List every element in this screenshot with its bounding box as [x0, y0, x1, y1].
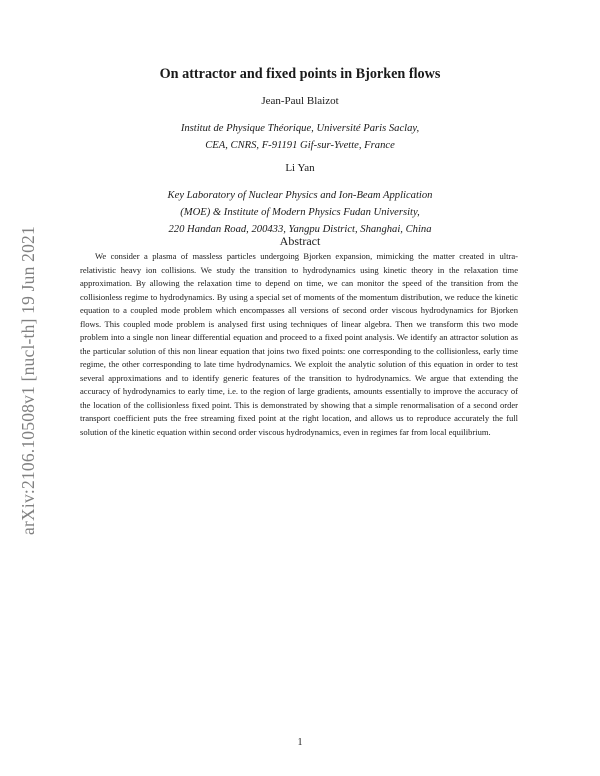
affiliation-line: Institut de Physique Théorique, Université Paris Saclay,	[180, 123, 420, 134]
arxiv-identifier-text: arXiv:2106.10508v1 [nucl-th] 19 Jun 2021	[17, 225, 38, 535]
abstract-heading: Abstract	[279, 234, 321, 248]
author-affiliation-1	[0, 120, 600, 154]
page-number: 1	[297, 737, 303, 748]
affiliation-line: 220 Handan Road, 200433, Yangpu District, Shanghai, China	[168, 224, 432, 235]
abstract-body: We consider a plasma of massless particles undergoing Bjorken expansion, mimicking the matter created in ultra-relativistic heavy ion collisions. We study the transition to hydrodynamics using kinetic theory in the relaxation time approximation. By allowing the relaxation time to depend on time, we can monitor the speed of the transition from the collisionless regime to hydrodynamics. By using a special set of moments of the momentum distribution, we reduce the kinetic equation to a coupled mode problem which encompasses all versions of second order viscous hydrodynamics for Bjorken flows. This coupled mode problem is analysed first using techniques of linear algebra. Then we transform this two mode problem into a single non linear differential equation and proceed to a fixed point analysis. We identify an attractor solution as the particular solution of this non linear equation that joins two fixed points: one corresponding to the collisionless, early time regime, the other corresponding to late time hydrodynamics. We exploit the analytic solution of this equation in order to test several approximations and to identify generic features of the transition to hydrodynamics. We argue that extending the accuracy of hydrodynamics to early time, i.e. to the region of large gradients, amounts essentially to improve the accuracy of the location of the collisionless fixed point. This is demonstrated by showing that a simple renormalisation of a second order transport coefficient puts the free streaming fixed point at the right location, and allows us to reproduce accurately the full solution of the kinetic equation within second order viscous hydrodynamics, even in regimes far from local equilibrium.	[80, 251, 518, 437]
paper-title: On attractor and fixed points in Bjorken flows	[159, 66, 441, 82]
affiliation-line: Key Laboratory of Nuclear Physics and Ion-Beam Application	[167, 190, 433, 201]
author-name-2: Li Yan	[285, 162, 315, 174]
affiliation-line: CEA, CNRS, F-91191 Gif-sur-Yvette, France	[205, 140, 395, 151]
arxiv-identifier-stamp	[8, 200, 48, 560]
affiliation-line: (MOE) & Institute of Modern Physics Fudan University,	[180, 207, 420, 218]
author-affiliation-2	[0, 187, 600, 238]
author-name-1: Jean-Paul Blaizot	[261, 95, 339, 107]
